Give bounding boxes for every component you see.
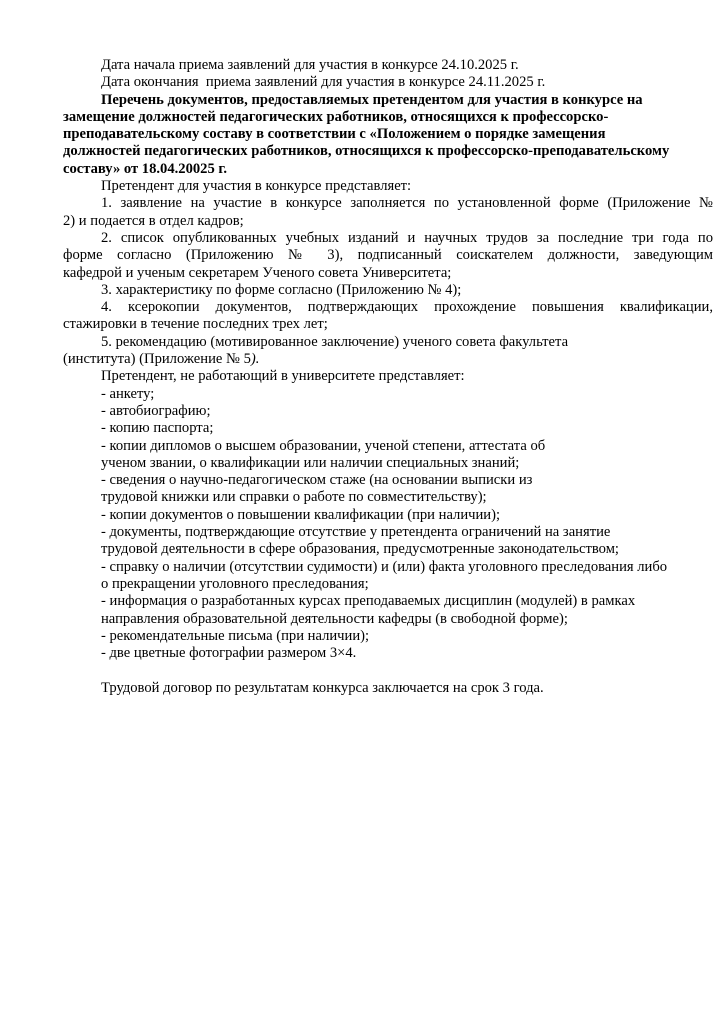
external-documents-list-line: - копии документов о повышении квалификации (при наличии); — [101, 506, 501, 523]
numbered-item-2-line: форме согласно (Приложению № 3), подписанный соискателем должности, заведующим — [63, 247, 713, 264]
application-start-date-line: Дата начала приема заявлений для участия в конкурсе 24.10.2025 г. — [101, 57, 519, 73]
numbered-item-3-line: 3. характеристику по форме согласно (Приложению № 4); — [101, 281, 462, 298]
applicant-intro — [63, 178, 713, 195]
numbered-item-5-line: 5. рекомендацию (мотивированное заключение) ученого совета факультета — [101, 333, 569, 350]
external-documents-list-line: - справку о наличии (отсутствии судимости) и (или) факта уголовного преследования либо — [101, 558, 668, 575]
documents-list-heading-line: Перечень документов, предоставляемых претендентом для участия в конкурсе на — [101, 91, 643, 108]
external-documents-list-line: - сведения о научно-педагогическом стаже (на основании выписки из — [101, 472, 533, 489]
external-documents-list-line: ученом звании, о квалификации или наличии специальных знаний; — [101, 454, 520, 471]
external-documents-list-line: - две цветные фотографии размером 3×4. — [101, 645, 357, 662]
numbered-item-4 — [63, 299, 713, 334]
documents-list-heading — [63, 92, 713, 178]
documents-list-heading-line: преподавательскому составу в соответствии с «Положением о порядке замещения — [63, 126, 606, 143]
external-documents-list-line: о прекращении уголовного преследования; — [101, 575, 369, 592]
application-end-date-line: Дата окончания приема заявлений для участия в конкурсе 24.11.2025 г. — [101, 74, 546, 91]
external-documents-list — [63, 386, 713, 663]
numbered-item-2 — [63, 230, 713, 282]
numbered-item-4-line: 4. ксерокопии документов, подтверждающих прохождение повышения квалификации, — [101, 299, 713, 316]
external-documents-list-line: трудовой книжки или справки о работе по совместительству); — [101, 489, 487, 506]
contract-term-line: Трудовой договор по результатам конкурса заключается на срок 3 года. — [101, 679, 544, 696]
numbered-item-1 — [63, 195, 713, 230]
external-documents-list-line: - автобиографию; — [101, 402, 211, 419]
external-documents-list-line: - информация о разработанных курсах преподаваемых дисциплин (модулей) в рамках — [101, 593, 636, 610]
numbered-item-2-line: кафедрой и ученым секретарем Ученого совета Университета; — [63, 264, 452, 281]
text-run: ). — [250, 351, 260, 368]
external-documents-list-line: - рекомендательные письма (при наличии); — [101, 627, 370, 644]
application-end-date — [63, 74, 713, 91]
numbered-item-5-line — [63, 351, 713, 368]
numbered-item-5 — [63, 334, 713, 369]
external-documents-list-line: - документы, подтверждающие отсутствие у претендента ограничений на занятие — [101, 524, 611, 541]
documents-list-heading-line: должностей педагогических работников, относящихся к профессорско-преподавательскому — [63, 143, 670, 160]
numbered-item-2-line: 2. список опубликованных учебных изданий и научных трудов за последние три года по — [101, 229, 713, 246]
external-documents-list-line: трудовой деятельности в сфере образования, предусмотренные законодательством; — [101, 541, 619, 558]
external-documents-list-line: - копию паспорта; — [101, 420, 214, 437]
numbered-item-1-line: 1. заявление на участие в конкурсе заполняется по установленной форме (Приложение № — [101, 195, 713, 212]
numbered-item-1-line: 2) и подается в отдел кадров; — [63, 212, 244, 229]
applicant-intro-line: Претендент для участия в конкурсе представляет: — [101, 178, 412, 195]
contract-term — [63, 680, 713, 697]
numbered-item-3 — [63, 282, 713, 299]
numbered-item-4-line: стажировки в течение последних трех лет; — [63, 316, 328, 333]
external-documents-list-line: направления образовательной деятельности кафедры (в свободной форме); — [101, 610, 568, 627]
document-body — [63, 57, 713, 697]
external-applicant-intro — [63, 368, 713, 385]
documents-list-heading-line: составу» от 18.04.20025 г. — [63, 160, 228, 177]
text-run: (института) (Приложение № 5 — [63, 351, 251, 368]
external-applicant-intro-line: Претендент, не работающий в университете представляет: — [101, 368, 465, 385]
application-start-date — [63, 57, 713, 74]
documents-list-heading-line: замещение должностей педагогических работников, относящихся к профессорско- — [63, 108, 609, 125]
external-documents-list-line: - копии дипломов о высшем образовании, ученой степени, аттестата об — [101, 437, 546, 454]
external-documents-list-line: - анкету; — [101, 385, 155, 402]
